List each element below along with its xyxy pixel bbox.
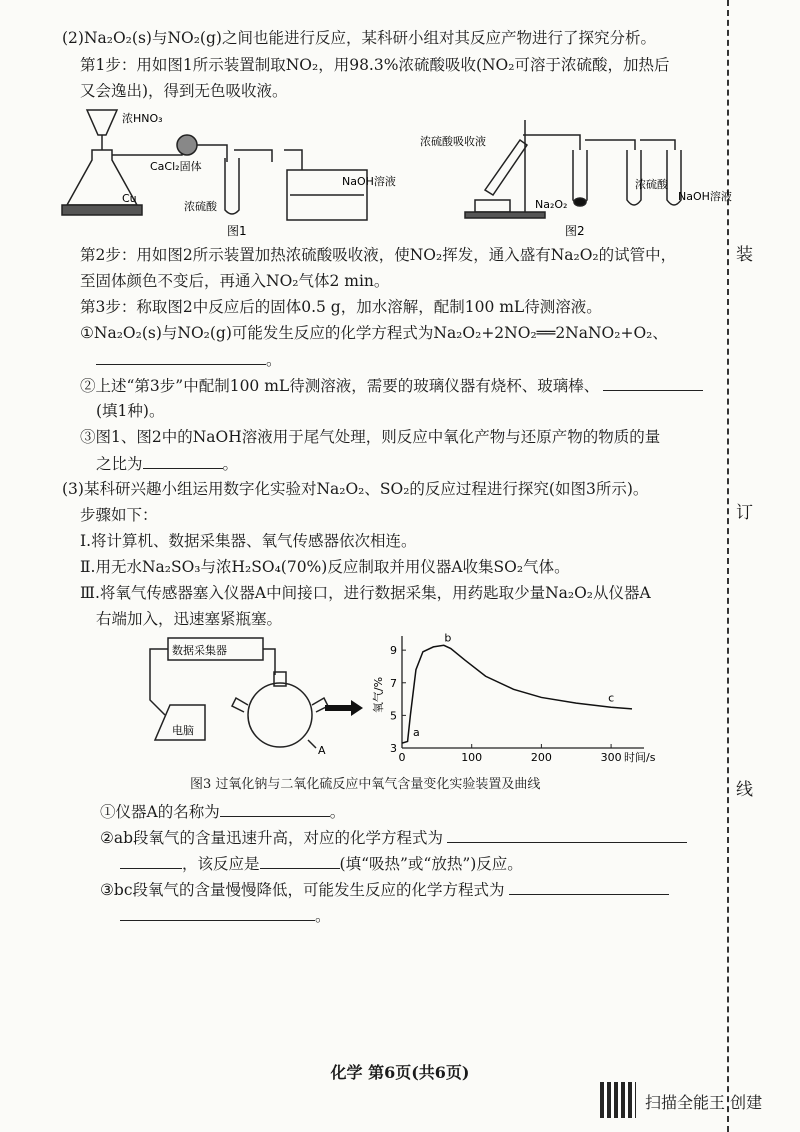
qr-code-icon	[600, 1082, 636, 1118]
heated-tube	[485, 140, 527, 195]
q3-step-2: Ⅱ.用无水Na₂SO₃与浓H₂SO₄(70%)反应制取并用仪器A收集SO₂气体。	[80, 558, 570, 576]
q3-qb2-mid: ，该反应是	[182, 855, 260, 873]
test-tube-1	[225, 158, 239, 214]
funnel	[87, 110, 117, 135]
q2-step1-a: 第1步：用如图1所示装置制取NO₂，用98.3%浓硫酸吸收(NO₂可溶于浓硫酸，加热后	[80, 56, 670, 74]
q3-question-a	[100, 801, 345, 822]
label-computer: 电脑	[172, 724, 194, 737]
label-collector: 数据采集器	[172, 644, 227, 657]
label-na2o2: Na₂O₂	[535, 198, 568, 211]
x-tick-label: 300	[600, 751, 622, 764]
q3-intro: (3)某科研兴趣小组运用数字化实验对Na₂O₂、SO₂的反应过程进行探究(如图3所示)。	[62, 480, 649, 498]
q3-question-b	[100, 827, 687, 848]
x-tick-label: 200	[530, 751, 552, 764]
fig2-caption: 图2	[565, 224, 585, 238]
q2-question-2-b: (填1种)。	[96, 402, 165, 420]
q3-question-c	[100, 879, 669, 900]
na2o2-tube	[573, 150, 587, 205]
base	[465, 212, 545, 218]
q2-question-3-b	[96, 453, 238, 474]
fig3-caption: 图3 过氧化钠与二氧化硫反应中氧气含量变化实验装置及曲线	[190, 777, 541, 792]
figure-3-apparatus	[140, 630, 380, 760]
series-line-O2	[402, 645, 632, 743]
binding-char-xian: 线	[736, 780, 753, 800]
q3-qb2-end: (填“吸热”或“放热”)反应。	[339, 855, 523, 873]
label-h2so4-2: 浓硫酸	[635, 178, 668, 191]
label-flask-a: A	[318, 744, 326, 757]
binding-char-ding: 订	[736, 503, 753, 523]
q3-qb-text: ②ab段氧气的含量迅速升高，对应的化学方程式为	[100, 829, 444, 847]
q3-qa-text: ①仪器A的名称为	[100, 803, 220, 821]
answer-blank-7[interactable]	[260, 853, 340, 869]
scanner-watermark: 扫描全能王 创建	[645, 1093, 763, 1112]
q3-qc-end: 。	[315, 907, 331, 925]
x-tick-label: 0	[398, 751, 406, 764]
y-tick-label: 5	[390, 709, 397, 723]
x-tick-label: 100	[461, 751, 483, 764]
arrow-icon	[325, 700, 365, 716]
q2-q2-text: ②上述“第3步”中配制100 mL待测溶液，需要的玻璃仪器有烧杯、玻璃棒、	[80, 377, 600, 395]
q2-q1-end: 。	[266, 351, 282, 369]
point-label-b: b	[444, 631, 452, 645]
q3-step-3-a: Ⅲ.将氧气传感器塞入仪器A中间接口，进行数据采集，用药匙取少量Na₂O₂从仪器A	[80, 584, 651, 602]
figure-2	[415, 100, 732, 240]
label-cu: Cu	[122, 192, 137, 205]
answer-blank-9[interactable]	[120, 905, 315, 921]
figure-1	[62, 100, 402, 240]
q2-answer-1-line	[96, 349, 282, 370]
label-naoh-2: NaOH溶液	[678, 190, 732, 203]
q3-step-1: Ⅰ.将计算机、数据采集器、氧气传感器依次相连。	[80, 532, 417, 550]
answer-blank-1[interactable]	[96, 349, 266, 365]
q2-intro: (2)Na₂O₂(s)与NO₂(g)之间也能进行反应，某科研小组对其反应产物进行了探究分析。	[62, 29, 656, 47]
answer-blank-8[interactable]	[509, 879, 669, 895]
q3-step-3-b: 右端加入，迅速塞紧瓶塞。	[96, 610, 283, 628]
answer-blank-4[interactable]	[220, 801, 330, 817]
label-naoh-1: NaOH溶液	[342, 175, 396, 188]
answer-blank-2[interactable]	[603, 375, 703, 391]
y-tick-label: 7	[390, 676, 397, 690]
point-label-a: a	[412, 725, 420, 739]
q2-step3: 第3步：称取图2中反应后的固体0.5 g，加水溶解，配制100 mL待测溶液。	[80, 298, 602, 316]
binding-line	[727, 0, 729, 1132]
answer-blank-6[interactable]	[120, 853, 182, 869]
flask-a	[248, 683, 312, 747]
q3-qa-end: 。	[329, 803, 346, 821]
y-axis-label: 氧气/%	[372, 676, 385, 714]
q2-step2-a: 第2步：用如图2所示装置加热浓硫酸吸收液，使NO₂挥发，通入盛有Na₂O₂的试管中，	[80, 246, 677, 264]
point-label-c: c	[608, 691, 615, 705]
q3-question-c2	[120, 905, 331, 926]
answer-blank-5[interactable]	[447, 827, 687, 843]
label-hno3: 浓HNO₃	[122, 112, 163, 125]
label-absorb: 浓硫酸吸收液	[420, 135, 486, 148]
drying-tube	[177, 135, 197, 155]
q3-qc-text: ③bc段氧气的含量慢慢降低，可能发生反应的化学方程式为	[100, 881, 505, 899]
answer-blank-3[interactable]	[143, 453, 223, 469]
y-tick-label: 3	[390, 742, 397, 755]
stand	[62, 205, 142, 215]
q3-question-b2	[120, 853, 523, 874]
q2-step2-b: 至固体颜色不变后，再通入NO₂气体2 min。	[80, 272, 390, 290]
y-tick-label: 9	[390, 644, 397, 658]
binding-char-zhuang: 装	[736, 245, 753, 265]
x-axis-label: 时间/s	[624, 751, 656, 764]
label-cacl2: CaCl₂固体	[150, 160, 202, 173]
q2-step1-b: 又会逸出)，得到无色吸收液。	[80, 82, 288, 100]
q2-question-2	[80, 375, 703, 396]
page-footer: 化学 第6页(共6页)	[330, 1063, 470, 1082]
oxygen-chart	[370, 630, 670, 775]
burner	[475, 200, 510, 212]
q2-q3-end: 。	[222, 455, 239, 473]
q2-q3-text: 之比为	[96, 455, 143, 473]
q2-question-3: ③图1、图2中的NaOH溶液用于尾气处理，则反应中氧化产物与还原产物的物质的量	[80, 428, 661, 446]
label-h2so4-1: 浓硫酸	[184, 200, 217, 213]
q2-question-1: ①Na₂O₂(s)与NO₂(g)可能发生反应的化学方程式为Na₂O₂+2NO₂══2NaNO₂+O₂、	[80, 324, 668, 342]
q3-steps-title: 步骤如下：	[80, 506, 158, 524]
fig1-caption: 图1	[227, 224, 247, 238]
